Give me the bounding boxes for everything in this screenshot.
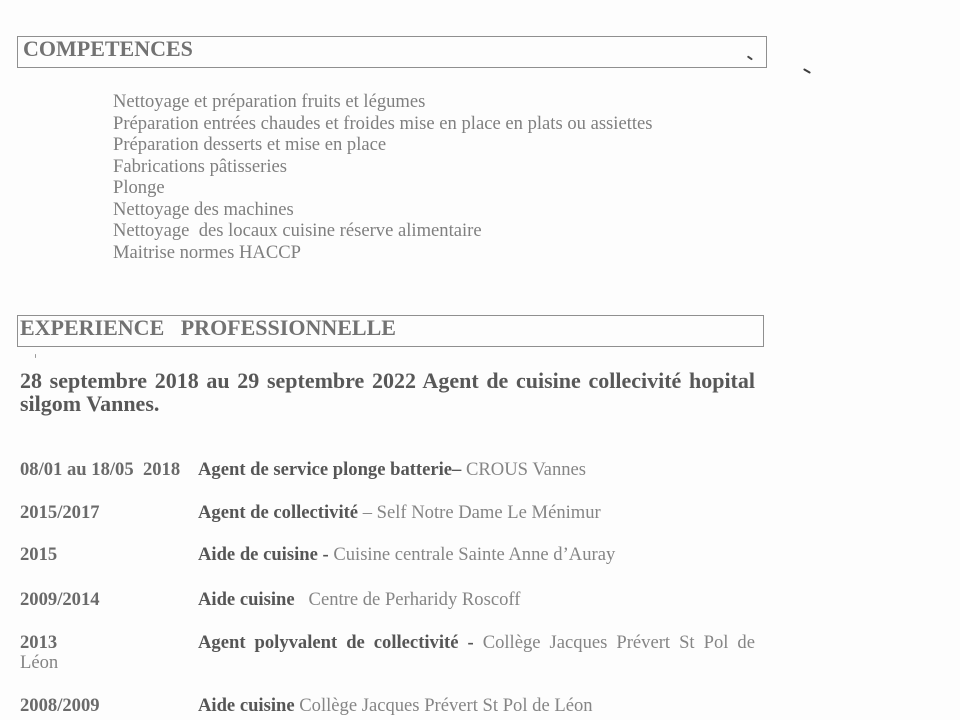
skill-item: Nettoyage et préparation fruits et légumes [113,91,426,112]
scan-mark [747,55,753,60]
entry-place: Collège Jacques Prévert St Pol de [473,632,755,653]
current-position: 28 septembre 2018 au 29 septembre 2022 Agent de cuisine collecivité hopital silgom Vannes. [20,368,755,416]
skill-item: Plonge [113,177,165,198]
competences-title: COMPETENCES [23,36,193,61]
entry-date: 2009/2014 [20,589,100,610]
skill-item: Préparation desserts et mise en place [113,134,387,155]
entry-place-continued: Léon [20,652,59,673]
entry-date: 08/01 au 18/05 2018 [20,459,181,480]
experience-title: EXPERIENCE PROFESSIONNELLE [20,315,396,340]
entry-place: Cuisine centrale Sainte Anne d’Auray [328,544,616,565]
entry-first-line [20,633,755,653]
entry-role: Aide cuisine [198,589,295,610]
competences-section-header [17,36,767,68]
entry-place: – Self Notre Dame Le Ménimur [358,502,601,523]
skill-item: Maitrise normes HACCP [113,241,301,263]
experience-entry [20,502,755,523]
entry-role: Aide cuisine [198,695,295,716]
scan-mark [35,354,36,358]
entry-role: Agent de service plonge batterie– [198,459,462,480]
experience-entry [20,544,755,565]
experience-entry [20,695,755,716]
skill-item: Nettoyage des machines [113,198,294,220]
skills-list [113,91,653,263]
experience-entry [20,589,755,610]
experience-entry [20,459,755,480]
entry-date: 2008/2009 [20,695,100,716]
entry-date: 2013 [20,632,58,653]
entry-place: Collège Jacques Prévert St Pol de Léon [294,695,593,716]
entry-date: 2015/2017 [20,502,100,523]
entry-role: Agent de collectivité [198,502,359,523]
entry-place: Centre de Perharidy Roscoff [294,589,521,610]
skill-item: Préparation entrées chaudes et froides mise en place en plats ou assiettes [113,112,653,134]
entry-place: CROUS Vannes [461,459,587,480]
skill-item: Fabrications pâtisseries [113,155,288,177]
experience-section-header [17,315,764,347]
entry-role: Agent polyvalent de collectivité - [198,632,474,653]
experience-entry [20,633,755,673]
entry-date: 2015 [20,544,58,565]
scan-mark [803,68,811,74]
entry-role: Aide de cuisine - [198,544,329,565]
skill-item: Nettoyage des locaux cuisine réserve alimentaire [113,220,482,241]
